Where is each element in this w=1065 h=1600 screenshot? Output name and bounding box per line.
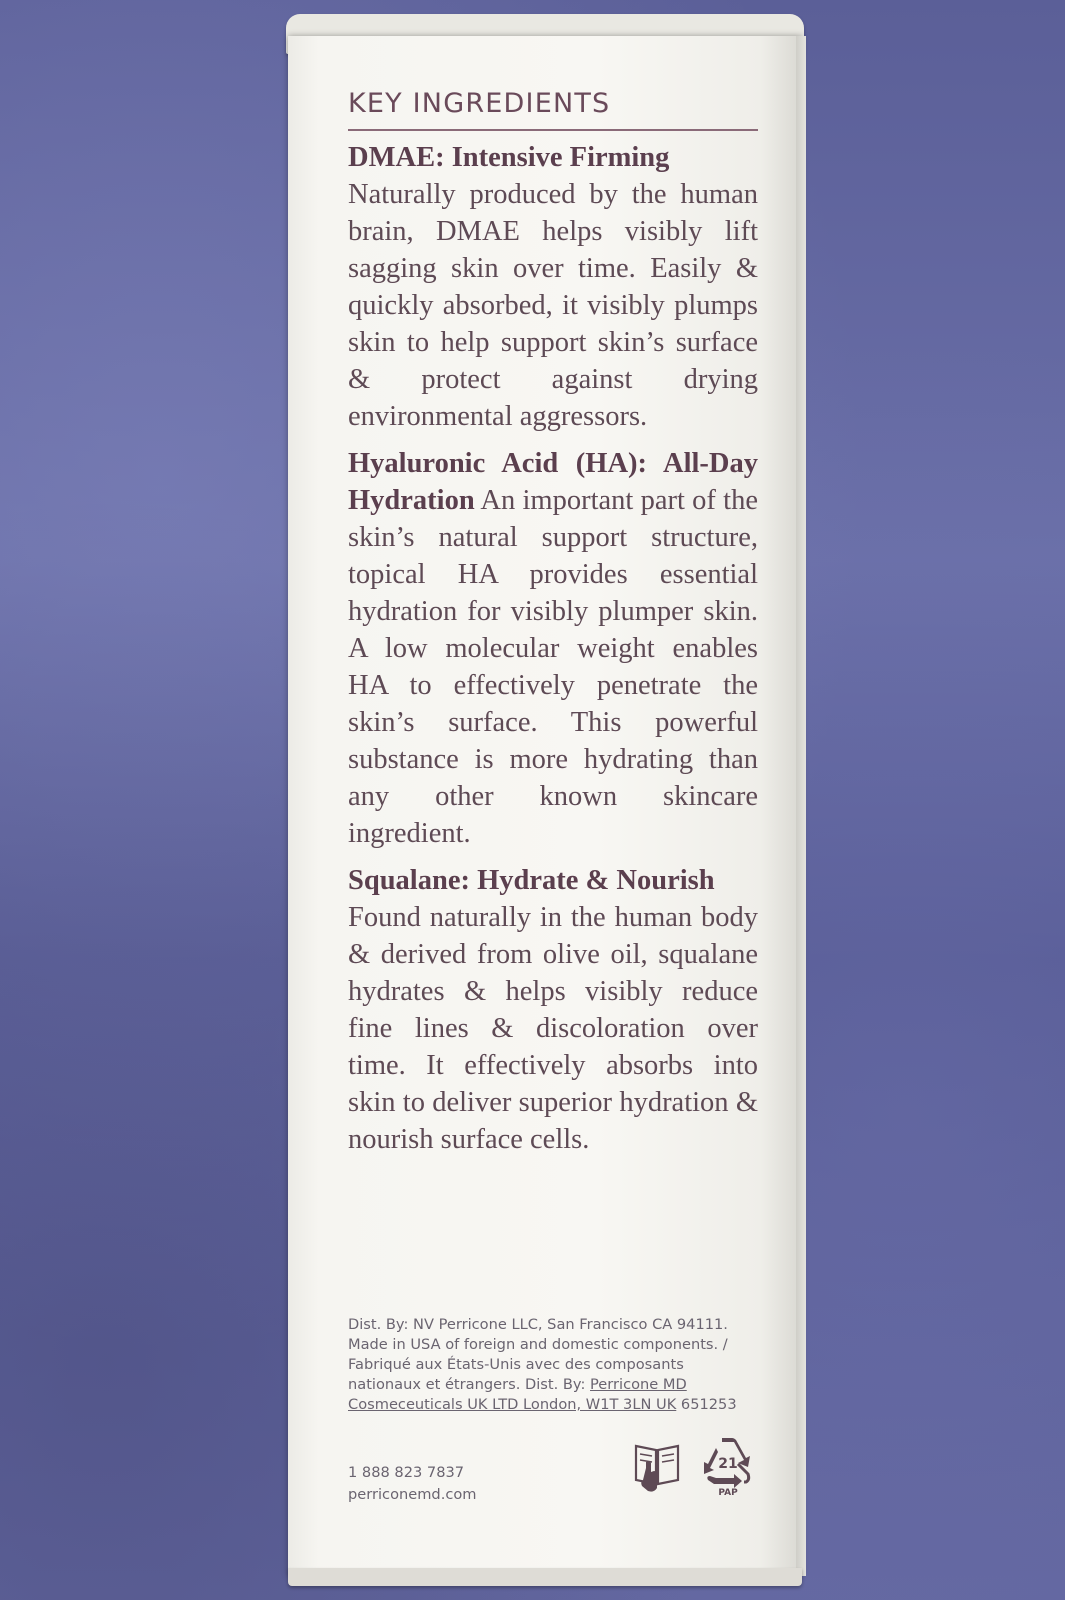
ha-paragraph [348,445,758,852]
dmae-title: DMAE: Intensive Firming [348,142,670,173]
phone-number: 1 888 823 7837 [348,1464,465,1481]
dist-uk-name: Perricone MD Cosmeceuticals UK LTD London, W1T 3LN UK [348,1376,687,1413]
key-ingredients-section [348,88,758,1168]
ha-title: Hyaluronic Acid (HA): All-Day Hydration [348,448,758,516]
dmae-paragraph [348,139,758,435]
recycle-code: PAP [718,1488,738,1496]
dist-uk-prefix: Dist. By: [524,1376,591,1393]
recycle-number: 21 [718,1456,738,1472]
box-bottom-edge [288,1568,802,1586]
open-book-hand-icon [632,1438,682,1494]
contact-info [348,1462,477,1506]
distribution-info [348,1315,758,1415]
dmae-text: Naturally produced by the human brain, DMAE helps visibly lift sagging skin over time. Easily & quickly absorbed, it visibly plumps skin to help support skin’s surface & protect against drying environmental aggressors. [348,179,758,432]
ha-text: An important part of the skin’s natural support structure, topical HA provides essential hydration for visibly plumper skin. A low molecular weight enables HA to effectively penetrate the skin’s surface. This powerful substance is more hydrating than any other known skincare ingredient. [348,485,758,849]
box-right-edge [796,36,806,1576]
squalane-text: Found naturally in the human body & derived from olive oil, squalane hydrates & helps visibly reduce fine lines & discoloration over time. It effectively absorbs into skin to deliver superior hydration & nourish surface cells. [348,902,758,1155]
website: perriconemd.com [348,1486,477,1503]
dist-uk-code: 651253 [680,1396,737,1413]
squalane-title: Squalane: Hydrate & Nourish [348,865,715,896]
recycle-icon [700,1436,756,1496]
key-ingredients-heading: KEY INGREDIENTS [348,88,611,119]
squalane-paragraph [348,862,758,1158]
dist-us-text: Dist. By: NV Perricone LLC, San Francisco CA 94111. Made in USA of foreign and domestic components. / Fabriqué aux États-Unis avec des composants nationaux et étrangers. [348,1316,728,1393]
heading-rule [348,129,758,131]
